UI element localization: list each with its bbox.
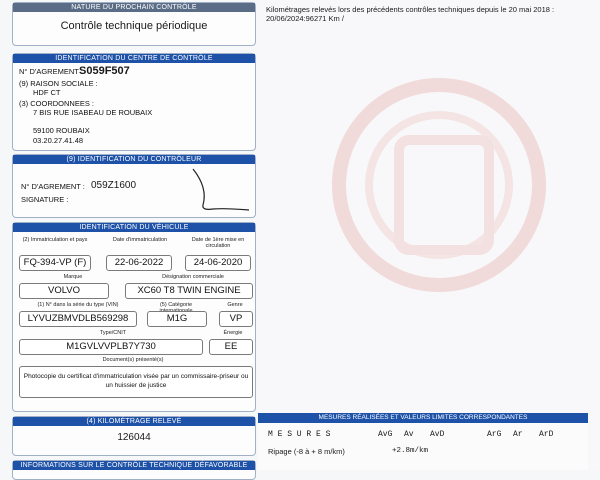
vin-label: (1) N° dans la série du type (VIN) xyxy=(37,302,119,308)
informations-section xyxy=(12,460,256,480)
centre-agrement-label: N° D'AGREMENT : xyxy=(19,67,83,76)
energie-label: Énergie xyxy=(223,330,243,336)
controleur-section xyxy=(12,154,256,218)
type-field: M1GVLVVPLB7Y730 xyxy=(19,339,203,355)
centre-agrement-value: S059F507 xyxy=(79,65,130,77)
genre-field: VP xyxy=(219,311,253,327)
mesures-header: MESURES RÉALISÉES ET VALEURS LIMITES CORRESPONDANTES xyxy=(258,413,588,423)
controleur-agrement-value: 059Z1600 xyxy=(91,180,137,191)
centre-raison-label: (9) RAISON SOCIALE : xyxy=(19,79,98,88)
kilometrage-header: (4) KILOMÉTRAGE RELEVÉ xyxy=(13,417,255,426)
centre-address1: 7 BIS RUE ISABEAU DE ROUBAIX xyxy=(33,108,153,117)
ripage-label: Ripage (-8 à + 8 m/km) xyxy=(268,447,345,456)
genre-label: Genre xyxy=(227,302,243,308)
signature-label: SIGNATURE : xyxy=(21,195,69,204)
energie-field: EE xyxy=(209,339,253,355)
col-avd: AvD xyxy=(430,430,445,439)
km-history-line2: 20/06/2024:96271 Km / xyxy=(266,14,344,23)
date-immat-field: 22-06-2022 xyxy=(106,255,172,271)
col-avg: AvG xyxy=(378,430,393,439)
centre-coord-label: (3) COORDONNEES : xyxy=(19,99,95,108)
marque-label: Marque xyxy=(63,274,83,280)
centre-phone: 03.20.27.41.48 xyxy=(33,136,84,145)
designation-label: Désignation commerciale xyxy=(162,274,224,280)
vehicle-header: IDENTIFICATION DU VÉHICULE xyxy=(13,223,255,232)
col-av: Av xyxy=(404,430,414,439)
next-control-header: NATURE DU PROCHAIN CONTRÔLE xyxy=(13,3,255,12)
km-history-line1: Kilométrages relevés lors des précédents contrôles techniques depuis le 20 mai 2018 : xyxy=(266,5,555,14)
ripage-value: +2.8m/km xyxy=(392,447,429,455)
immat-field: FQ-394-VP (F) xyxy=(19,255,91,271)
col-arg: ArG xyxy=(487,430,502,439)
controleur-header: (9) IDENTIFICATION DU CONTRÔLEUR xyxy=(13,155,255,164)
date-first-field: 24-06-2020 xyxy=(185,255,251,271)
next-control-section xyxy=(12,2,256,46)
col-ar: Ar xyxy=(513,430,523,439)
watermark-seal xyxy=(319,60,559,310)
col-ard: ArD xyxy=(539,430,554,439)
centre-address2: 59100 ROUBAIX xyxy=(33,126,90,135)
mesures-title: M E S U R E S xyxy=(268,430,331,439)
right-page xyxy=(259,0,600,470)
designation-field: XC60 T8 TWIN ENGINE xyxy=(125,283,253,299)
vin-field: LYVUZBMVDLB569298 xyxy=(19,311,137,327)
categorie-label: (5) Catégorie xyxy=(159,302,193,308)
date-first-label: Date de 1ère mise en circulation xyxy=(191,237,245,249)
centre-raison-value: HDF CT xyxy=(33,88,61,97)
kilometrage-section xyxy=(12,416,256,456)
informations-header: INFORMATIONS SUR LE CONTRÔLE TECHNIQUE DÉFAVORABLE xyxy=(13,461,255,470)
documents-label: Document(s) présenté(s) xyxy=(102,357,164,363)
centre-section xyxy=(12,53,256,151)
immat-label: (2) Immatriculation et pays xyxy=(22,237,88,243)
date-immat-label: Date d'immatriculation xyxy=(112,237,168,243)
next-control-value: Contrôle technique périodique xyxy=(60,20,208,32)
centre-header: IDENTIFICATION DU CENTRE DE CONTRÔLE xyxy=(13,54,255,63)
controleur-agrement-label: N° D'AGREMENT : xyxy=(21,182,85,191)
type-label: Type/CNIT xyxy=(99,330,127,336)
categorie-field: M1G xyxy=(147,311,207,327)
documents-field: Photocopie du certificat d'immatriculation visée par un commissaire-priseur ou un huissier de justice xyxy=(19,366,253,398)
signature-drawing xyxy=(173,165,253,215)
marque-field: VOLVO xyxy=(19,283,109,299)
vehicle-section xyxy=(12,222,256,412)
kilometrage-value: 126044 xyxy=(117,432,151,443)
